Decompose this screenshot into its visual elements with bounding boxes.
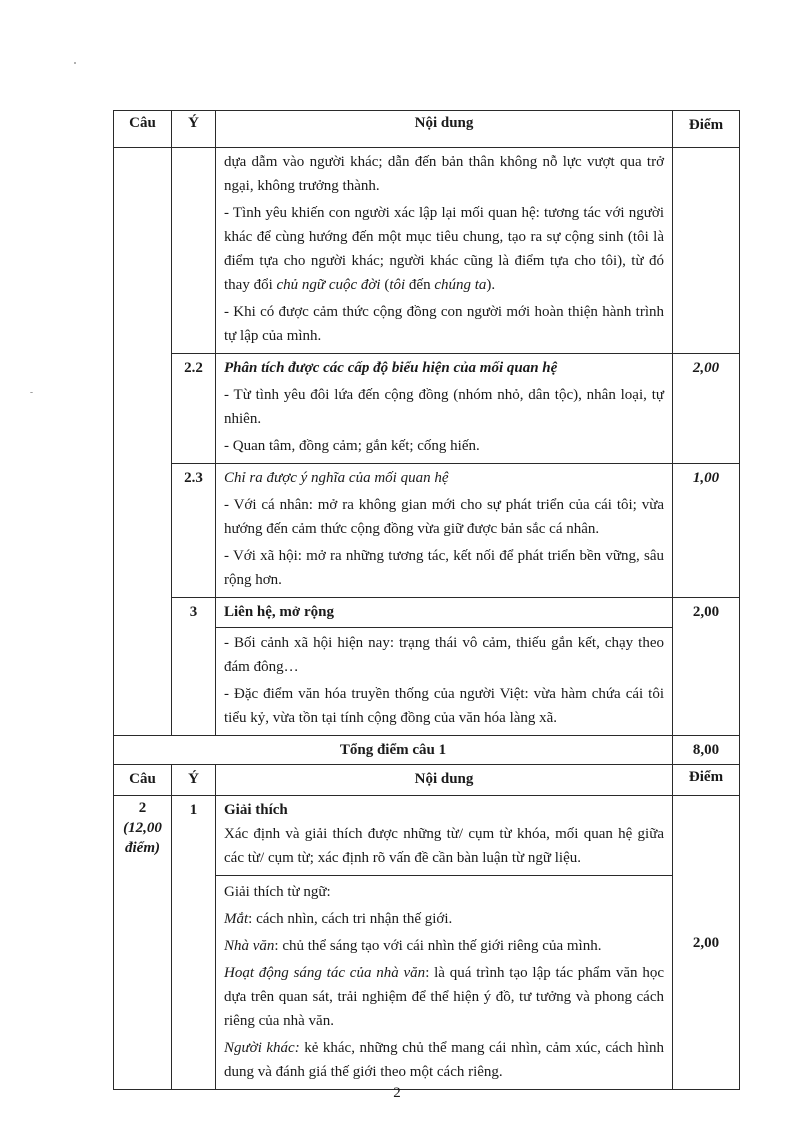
y-cell: 2.3 (172, 464, 216, 598)
section-title: Phân tích được các cấp độ biểu hiện của mối quan hệ (224, 360, 558, 376)
paragraph: - Với cá nhân: mở ra không gian mới cho sự phát triển của cái tôi; vừa hướng đến cảm thức cộng đồng vừa giữ được bản sắc cá nhân. (224, 497, 664, 537)
content-cell (216, 464, 673, 598)
question-number-cell (114, 796, 172, 1090)
paragraph: - Đặc điểm văn hóa truyền thống của người Việt: vừa hàm chứa cái tôi tiểu kỷ, vừa tồn tại tính cộng đồng của văn hóa làng xã. (224, 686, 664, 726)
total-score: 8,00 (673, 736, 740, 765)
paragraph (224, 201, 664, 297)
table-row-continued (114, 148, 740, 354)
table-row-2-2 (114, 354, 740, 464)
table-row-q2-1 (114, 796, 740, 876)
table-header-row-2 (114, 765, 740, 796)
text-run: đến (405, 277, 435, 293)
y-cell: 1 (172, 796, 216, 1090)
total-label: Tổng điểm câu 1 (114, 736, 673, 765)
section-title: Giải thích (224, 802, 288, 818)
score-cell: 1,00 (673, 464, 740, 598)
header-diem: Điểm (673, 111, 740, 148)
question-points: (12,00 (123, 820, 162, 836)
section-title: Chỉ ra được ý nghĩa của mối quan hệ (224, 470, 449, 486)
total-row (114, 736, 740, 765)
term: Người khác: (224, 1040, 300, 1056)
cau-cell-empty (114, 148, 172, 736)
y-cell: 2.2 (172, 354, 216, 464)
page-number: 2 (393, 1085, 401, 1101)
header-diem: Điểm (673, 765, 740, 796)
paragraph: dựa dẫm vào người khác; dẫn đến bản thân không nỗ lực vượt qua trở ngại, không trưởng thành. (224, 154, 664, 194)
paragraph: Giải thích từ ngữ: (224, 884, 331, 900)
paragraph: - Bối cảnh xã hội hiện nay: trạng thái vô cảm, thiếu gắn kết, chạy theo đám đông… (224, 635, 664, 675)
definition: : là quá trình tạo lập tác phẩm văn học dựa trên quan sát, trải nghiệm để thể hiện ý đồ, tư tưởng và phong cách riêng của nhà văn. (224, 965, 664, 1029)
text-run: ). (486, 277, 496, 293)
question-points-unit: điểm) (125, 840, 160, 856)
section-body (216, 628, 672, 735)
grading-table (113, 110, 740, 1090)
scan-speck (30, 392, 33, 393)
score-cell: 2,00 (673, 354, 740, 464)
term-definition (224, 1036, 664, 1084)
paragraph: - Khi có được cảm thức cộng đồng con người mới hoàn thiện hành trình tự lập của mình. (224, 304, 664, 344)
term: Nhà văn (224, 938, 275, 954)
definition: : cách nhìn, cách tri nhận thế giới. (248, 911, 453, 927)
y-cell: 3 (172, 598, 216, 736)
paragraph: - Từ tình yêu đôi lứa đến cộng đồng (nhóm nhỏ, dân tộc), nhân loại, tự nhiên. (224, 387, 664, 427)
header-y: Ý (172, 765, 216, 796)
definition: kẻ khác, những chủ thể mang cái nhìn, cảm xúc, cách hình dung và đánh giá thế giới theo một cách riêng. (224, 1040, 664, 1080)
score-cell-empty (673, 148, 740, 354)
term: Hoạt động sáng tác của nhà văn (224, 965, 426, 981)
question-number: 2 (138, 800, 147, 816)
header-cau: Câu (114, 111, 172, 148)
score-cell: 2,00 (673, 796, 740, 1090)
term-definition (224, 934, 664, 958)
text-run: ( (380, 277, 390, 293)
content-cell (216, 876, 673, 1090)
italic-term: tôi (389, 277, 406, 293)
paragraph: - Quan tâm, đồng cảm; gắn kết; cống hiến. (224, 438, 480, 454)
content-cell (216, 148, 673, 354)
term-definition (224, 907, 664, 931)
section-title: Liên hệ, mở rộng (216, 598, 672, 628)
header-y: Ý (172, 111, 216, 148)
scan-speck (74, 62, 76, 64)
content-cell (216, 796, 673, 876)
text-run: - Tình yêu khiến con người xác lập lại mối quan hệ: tương tác với người khác để cùng hướng đến một mục tiêu chung, tạo ra sự cộng sinh (tôi là điểm tựa cho người khác; người khác cũng là điểm tựa cho tôi), từ đó thay đổi (224, 205, 664, 293)
term: Mắt (224, 911, 249, 927)
definition: : chủ thể sáng tạo với cái nhìn thế giới riêng của mình. (274, 938, 602, 954)
italic-term: chủ ngữ cuộc đời (276, 277, 381, 293)
content-cell (216, 598, 673, 736)
table-header-row (114, 111, 740, 148)
table-row-2-3 (114, 464, 740, 598)
paragraph: - Với xã hội: mở ra những tương tác, kết nối để phát triển bền vững, sâu rộng hơn. (224, 548, 664, 588)
content-cell (216, 354, 673, 464)
score-cell: 2,00 (673, 598, 740, 736)
term-definition (224, 961, 664, 1033)
header-cau: Câu (114, 765, 172, 796)
table-row-3 (114, 598, 740, 736)
paragraph: Xác định và giải thích được những từ/ cụm từ khóa, mối quan hệ giữa các từ/ cụm từ; xác định rõ vấn đề cần bàn luận từ ngữ liệu. (224, 826, 664, 866)
y-cell-empty (172, 148, 216, 354)
header-noi-dung: Nội dung (216, 765, 673, 796)
header-noi-dung: Nội dung (216, 111, 673, 148)
italic-term: chúng ta (434, 277, 487, 293)
